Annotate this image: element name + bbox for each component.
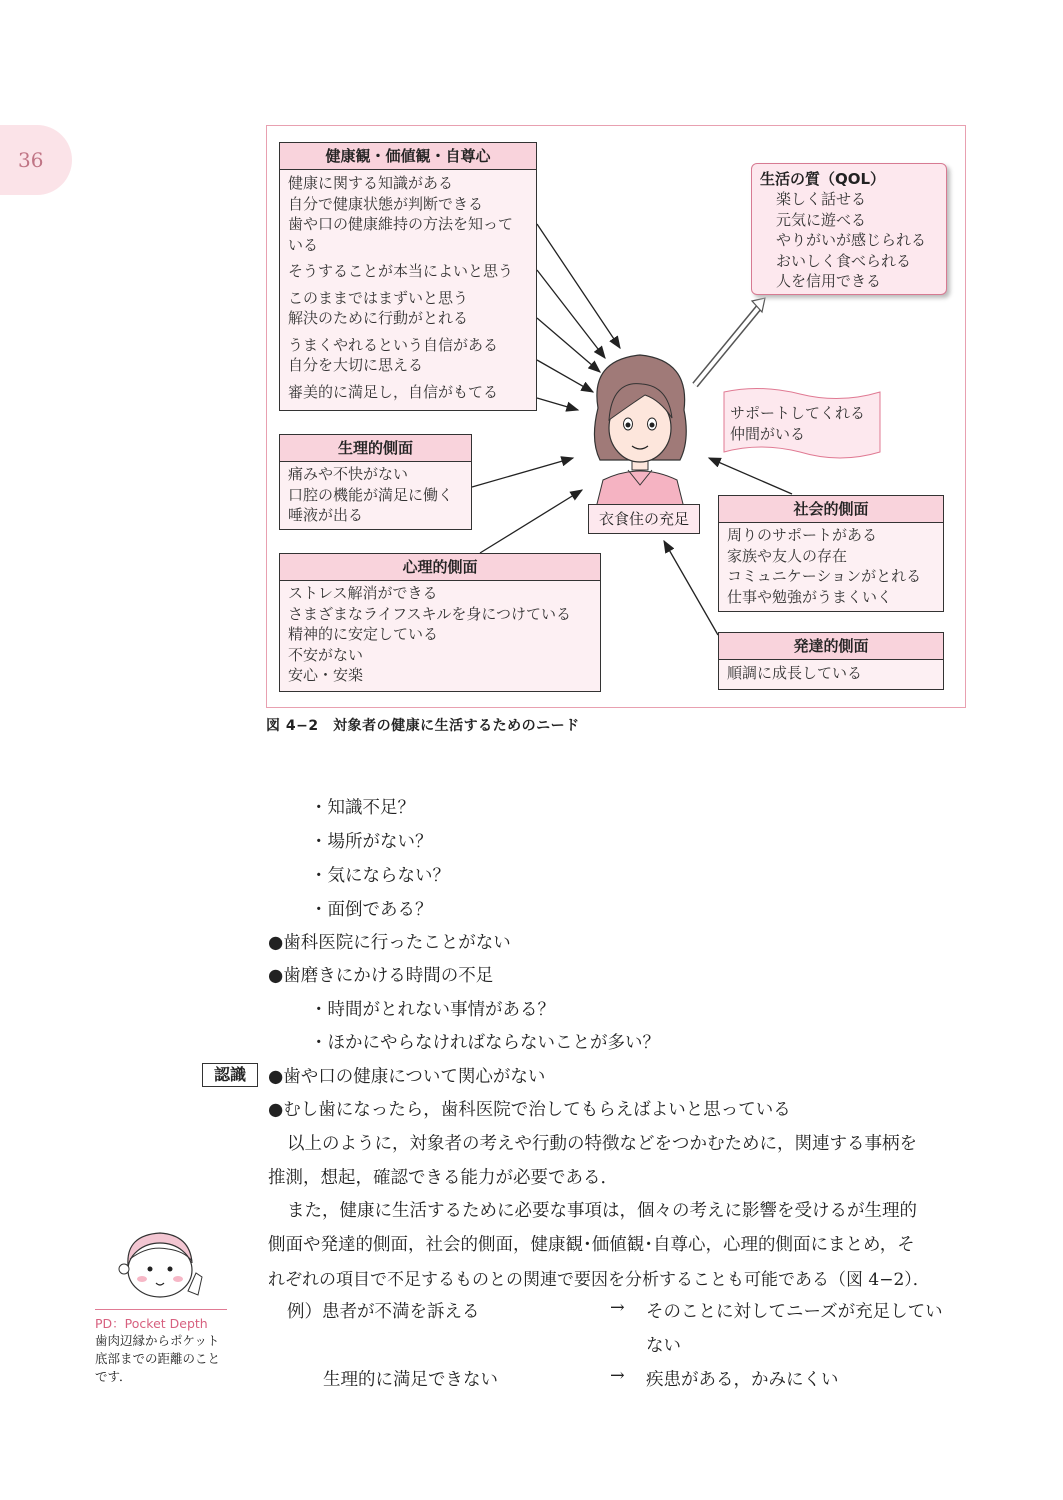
support-flag [722, 390, 882, 460]
arrow-physio [472, 458, 573, 487]
example-right: そのことに対してニーズが充足してい [646, 1302, 943, 1322]
shakai-line: コミュニケーションがとれる [727, 567, 922, 585]
shinri-line: 精神的に安定している [288, 625, 439, 643]
kenkou-line: 自分を大切に思える [288, 356, 424, 374]
hattatsu-header: 発達的側面 [719, 633, 943, 660]
kenkou-line: 歯や口の健康維持の方法を知って [288, 215, 514, 233]
body-line: ・気にならない？ [310, 866, 450, 886]
qol-item: 人を信用できる [776, 272, 882, 290]
seiri-header: 生理的側面 [280, 435, 471, 462]
paragraph-line: 側面や発達的側面，社会的側面，健康観･価値観･自尊心，心理的側面にまとめ，そ [268, 1235, 915, 1255]
clothes-label: 衣食住の充足 [588, 504, 700, 534]
shakai-line: 仕事や勉強がうまくいく [727, 587, 893, 606]
shakai-box [718, 495, 944, 612]
side-line: 歯肉辺縁からポケット [95, 1333, 220, 1348]
body-line: ・時間がとれない事情がある？ [310, 1000, 555, 1020]
example-right: 疾患がある，かみにくい [646, 1370, 839, 1390]
side-term: PD：Pocket Depth [95, 1316, 208, 1331]
arrow-social [709, 458, 792, 494]
kenkou-line: 解決のために行動がとれる [288, 309, 469, 327]
body-line: ・場所がない？ [310, 832, 433, 852]
person-illustration [594, 355, 686, 508]
hattatsu-box [718, 632, 944, 690]
mascot-illustration [108, 1225, 208, 1305]
paragraph-line: 以上のように，対象者の考えや行動の特徴などをつかむために，関連する事柄を [287, 1134, 917, 1154]
shakai-header: 社会的側面 [719, 496, 943, 523]
seiri-line: 口腔の機能が満足に働く [288, 485, 454, 504]
side-rule [95, 1309, 227, 1310]
kenkou-line: 自分で健康状態が判断できる [288, 194, 484, 213]
kenkou-line: 健康に関する知識がある [288, 174, 454, 192]
body-line: ・面倒である？ [310, 900, 433, 920]
kenkou-box [279, 142, 537, 411]
side-definition [95, 1332, 220, 1386]
page-number: 36 [18, 148, 44, 172]
support-line: サポートしてくれる [730, 404, 866, 422]
shinri-line: 不安がない [288, 645, 364, 664]
body-line: ●歯や口の健康について関心がない [268, 1067, 546, 1087]
body-line: ●むし歯になったら，歯科医院で治してもらえばよいと思っている [268, 1100, 791, 1120]
qol-item: おいしく食べられる [776, 251, 912, 270]
body-line: ・知識不足？ [310, 798, 415, 818]
qol-box [751, 163, 947, 295]
seiri-line: 痛みや不快がない [288, 465, 409, 483]
example-arrow: → [610, 1366, 625, 1386]
support-line: 仲間がいる [730, 424, 806, 443]
kenkou-line: いる [288, 235, 319, 254]
qol-item: 楽しく話せる [776, 190, 867, 208]
shinri-box [279, 553, 601, 692]
paragraph-line: れぞれの項目で不足するものとの関連で要因を分析することも可能である（図 4−2）． [268, 1270, 930, 1290]
kenkou-line: このままではまずいと思う [288, 288, 469, 307]
example-arrow: → [610, 1298, 625, 1318]
arrow-confidence [537, 360, 593, 392]
arrow-psycho [480, 490, 582, 553]
kenkou-line: うまくやれるという自信がある [288, 335, 499, 354]
shakai-line: 家族や友人の存在 [727, 546, 848, 565]
body-line: ●歯科医院に行ったことがない [268, 933, 511, 953]
qol-arrow [695, 298, 765, 385]
shinri-line: 安心・安楽 [288, 666, 364, 684]
kenkou-header: 健康観・価値観・自尊心 [280, 143, 536, 170]
kenkou-line: そうすることが本当によいと思う [288, 262, 514, 280]
qol-title: 生活の質（QOL） [760, 170, 886, 188]
kenkou-line: 審美的に満足し，自信がもてる [288, 382, 499, 401]
side-line: 底部までの距離のこと [95, 1351, 221, 1366]
seiri-line: 唾液が出る [288, 506, 364, 524]
qol-item: やりがいが感じられる [776, 231, 927, 249]
arrow-esthetic [537, 398, 578, 410]
qol-item: 元気に遊べる [776, 210, 867, 229]
arrow-develop [664, 541, 718, 635]
hattatsu-line: 順調に成長している [727, 664, 863, 682]
shinri-header: 心理的側面 [280, 554, 600, 581]
figure-caption: 図 4−2 対象者の健康に生活するためのニード [266, 718, 580, 734]
arrow-belief [537, 270, 605, 358]
side-line: です． [95, 1369, 132, 1384]
paragraph-line: 推測，想起，確認できる能力が必要である． [268, 1168, 618, 1188]
body-line: ●歯磨きにかける時間の不足 [268, 966, 494, 986]
arrow-action [537, 318, 600, 372]
example-right: ない [646, 1336, 681, 1356]
example-left: 生理的に満足できない [323, 1370, 498, 1390]
body-line: ・ほかにやらなければならないことが多い？ [310, 1033, 660, 1053]
shinri-line: さまざまなライフスキルを身につけている [288, 604, 572, 623]
shakai-line: 周りのサポートがある [727, 526, 878, 544]
paragraph-line: また，健康に生活するために必要な事項は，個々の考えに影響を受けるが生理的 [287, 1201, 917, 1221]
ninshiki-tag: 認識 [202, 1063, 258, 1087]
shinri-line: ストレス解消ができる [288, 584, 438, 602]
example-left: 例）患者が不満を訴える [287, 1302, 480, 1322]
seiri-box [279, 434, 472, 530]
